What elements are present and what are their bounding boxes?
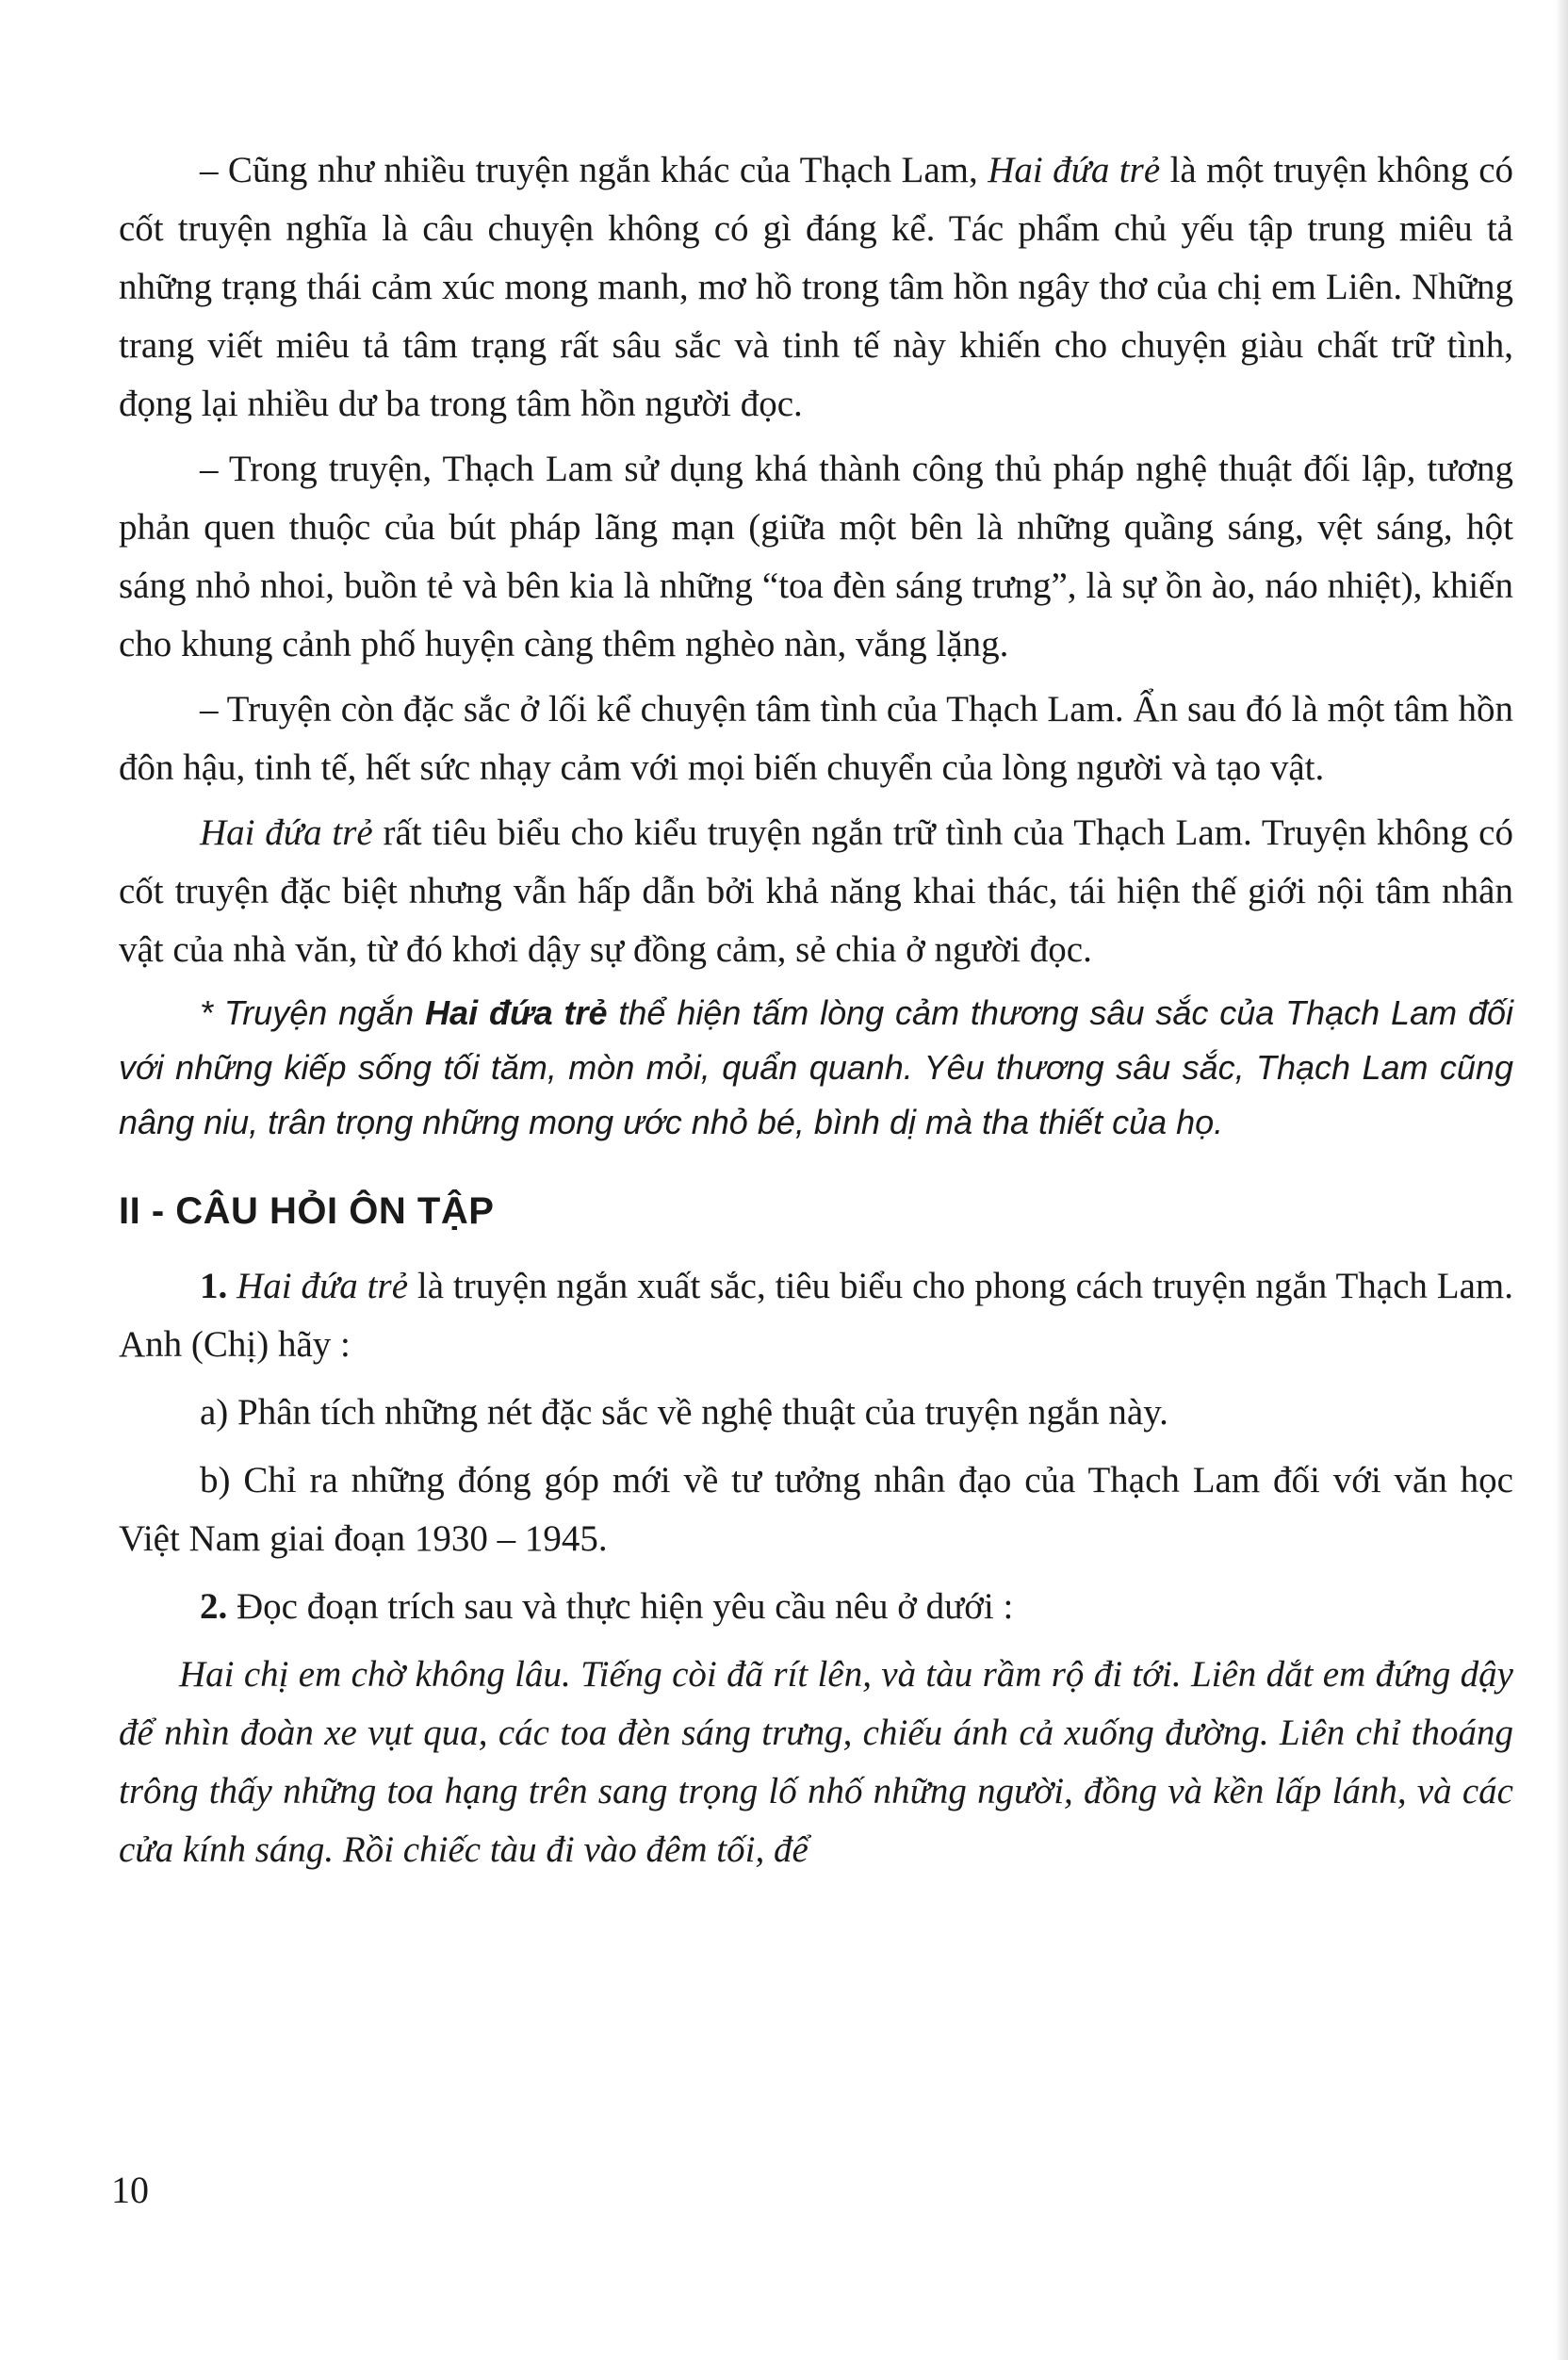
paragraph-4-text: rất tiêu biểu cho kiểu truyện ngắn trữ tình của Thạch Lam. Truyện không có cốt truyện đặc biệt nhưng vẫn hấp dẫn bởi khả năng khai thác, tái hiện thế giới nội tâm nhân vật của nhà văn, từ đó khơi dậy sự đồng cảm, sẻ chia ở người đọc.	[119, 812, 1513, 970]
page-edge-shadow	[1555, 0, 1568, 2360]
page-number: 10	[111, 2169, 149, 2211]
question-1	[119, 1257, 1513, 1374]
question-2-text: Đọc đoạn trích sau và thực hiện yêu cầu nêu ở dưới :	[227, 1586, 1014, 1627]
paragraph-3-text: – Truyện còn đặc sắc ở lối kể chuyện tâm tình của Thạch Lam. Ẩn sau đó là một tâm hồn đôn hậu, tinh tế, hết sức nhạy cảm với mọi biến chuyển của lòng người và tạo vật.	[119, 689, 1513, 788]
work-title-italic: Hai đứa trẻ	[988, 150, 1161, 190]
paragraph-1-text-start: – Cũng như nhiều truyện ngắn khác của Thạch Lam,	[200, 150, 988, 190]
section-heading: II - CÂU HỎI ÔN TẬP	[119, 1190, 495, 1232]
work-title-italic: Hai đứa trẻ	[200, 812, 373, 853]
summary-work-title: Hai đứa trẻ	[425, 993, 608, 1032]
question-1-text: là truyện ngắn xuất sắc, tiêu biểu cho phong cách truyện ngắn Thạch Lam. Anh (Chị) hãy :	[119, 1266, 1513, 1365]
paragraph-2	[119, 440, 1513, 674]
paragraph-1	[119, 141, 1513, 434]
question-2	[119, 1578, 1513, 1636]
paragraph-2-text: – Trong truyện, Thạch Lam sử dụng khá thành công thủ pháp nghệ thuật đối lập, tương phản quen thuộc của bút pháp lãng mạn (giữa một bên là những quầng sáng, vệt sáng, hột sáng nhỏ nhoi, buồn tẻ và bên kia là những “toa đèn sáng trưng”, là sự ồn ào, náo nhiệt), khiến cho khung cảnh phố huyện càng thêm nghèo nàn, vắng lặng.	[119, 449, 1513, 664]
page-body	[119, 141, 1513, 1879]
question-1a: a) Phân tích những nét đặc sắc về nghệ thuật của truyện ngắn này.	[200, 1392, 1168, 1433]
work-title-italic: Hai đứa trẻ	[237, 1266, 409, 1306]
question-2-number: 2.	[200, 1586, 228, 1627]
summary-note-start: * Truyện ngắn	[200, 993, 426, 1032]
excerpt-quote: Hai chị em chờ không lâu. Tiếng còi đã rít lên, và tàu rầm rộ đi tới. Liên dắt em đứng dậy để nhìn đoàn xe vụt qua, các toa đèn sáng trưng, chiếu ánh cả xuống đường. Liên chỉ thoáng trông thấy những toa hạng trên sang trọng lố nhố những người, đồng và kền lấp lánh, và các cửa kính sáng. Rồi chiếc tàu đi vào đêm tối, để	[119, 1654, 1513, 1870]
paragraph-1-text-end: là một truyện không có cốt truyện nghĩa là câu chuyện không có gì đáng kể. Tác phẩm chủ yếu tập trung miêu tả những trạng thái cảm xúc mong manh, mơ hồ trong tâm hồn ngây thơ của chị em Liên. Những trang viết miêu tả tâm trạng rất sâu sắc và tinh tế này khiến cho chuyện giàu chất trữ tình, đọng lại nhiều dư ba trong tâm hồn người đọc.	[119, 150, 1514, 424]
question-1b: b) Chỉ ra những đóng góp mới về tư tưởng nhân đạo của Thạch Lam đối với văn học Việt Nam giai đoạn 1930 – 1945.	[119, 1460, 1513, 1559]
paragraph-4	[119, 804, 1513, 979]
paragraph-3	[119, 680, 1513, 797]
summary-note-end: thể hiện tấm lòng cảm thương sâu sắc của Thạch Lam đối với những kiếp sống tối tăm, mòn mỏi, quẩn quanh. Yêu thương sâu sắc, Thạch Lam cũng nâng niu, trân trọng những mong ước nhỏ bé, bình dị mà tha thiết của họ.	[119, 993, 1513, 1141]
question-1-number: 1.	[200, 1266, 228, 1306]
summary-note	[119, 986, 1513, 1150]
